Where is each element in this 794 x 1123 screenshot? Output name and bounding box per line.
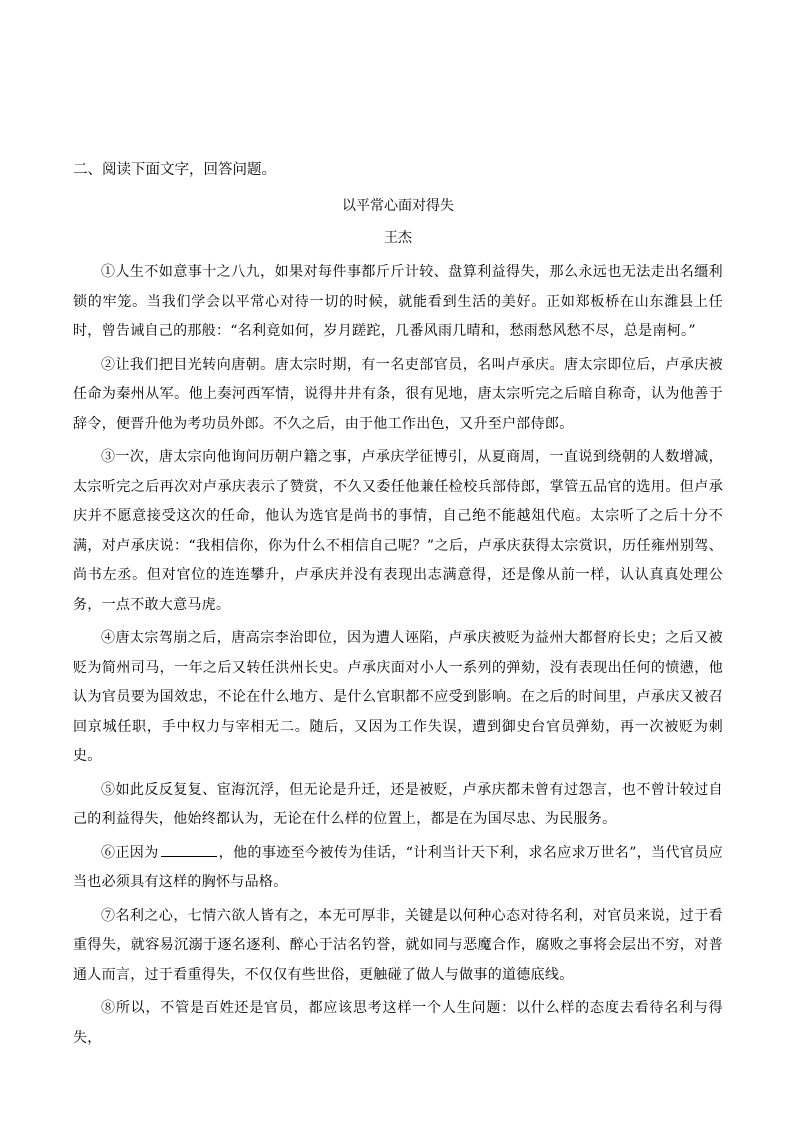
paragraph-text: 名利之心，七情六欲人皆有之，本无可厚非，关键是以何种心态对待名利，对官员来说，过于看重得失，就容易沉溺于逐名逐利、醉心于沽名钓誉，就如同与恶魔合作，腐败之事将会层出不穷，对普通人而言，过于看重得失，不仅仅有些世俗，更触碰了做人与做事的道德底线。 bbox=[73, 907, 723, 983]
paragraph-text: 如此反反复复、宦海沉浮，但无论是升迁，还是被贬，卢承庆都未曾有过怨言，也不曾计较过自己的利益得失，他始终都认为，无论在什么样的位置上，都是在为国尽忠、为民服务。 bbox=[73, 781, 723, 827]
paragraph-1 bbox=[73, 258, 723, 347]
paragraph-5 bbox=[73, 776, 723, 835]
paragraph-marker: ② bbox=[101, 356, 116, 373]
paragraph-text: 所以，不管是百姓还是官员，都应该思考这样一个人生问题：以什么样的态度去看待名利与得失， bbox=[73, 1000, 723, 1046]
paragraph-text: 一次，唐太宗向他询问历朝户籍之事，卢承庆学征博引，从夏商周，一直说到绕朝的人数增减，太宗听完之后再次对卢承庆表示了赞赏，不久又委任他兼任检校兵部侍郎，掌管五品官的选用。但卢承庆并不愿意接受这次的任命，他认为选官是尚书的事情，自己绝不能越俎代庖。太宗听了之后十分不满，对卢承庆说：“我相信你，你为什么不相信自己呢？”之后，卢承庆获得太宗赏识，历任雍州别驾、尚书左丞。但对官位的连连攀升，卢承庆并没有表现出志满意得，还是像从前一样，认认真真处理公务，一点不敢大意马虎。 bbox=[73, 449, 723, 613]
paragraph-text: 人生不如意事十之八九，如果对每件事都斤斤计较、盘算利益得失，那么永远也无法走出名缰利锁的牢笼。当我们学会以平常心对待一切的时候，就能看到生活的美好。正如郑板桥在山东潍县上任时，曾告诫自己的那般：“名利竟如何，岁月蹉跎，几番风雨几晴和，愁雨愁风愁不尽，总是南柯。” bbox=[73, 264, 723, 339]
article-title: 以平常心面对得失 bbox=[342, 198, 454, 214]
article-author: 王杰 bbox=[384, 230, 412, 246]
document-page bbox=[73, 160, 723, 1057]
paragraph-3 bbox=[73, 443, 723, 620]
paragraph-4 bbox=[73, 624, 723, 772]
paragraph-text: 唐太宗驾崩之后，唐高宗李治即位，因为遭人诬陷，卢承庆被贬为益州大都督府长史；之后又被贬为简州司马，一年之后又转任洪州长史。卢承庆面对小人一系列的弹劾，没有表现出任何的愤懑，他认为官员要为国效忠，不论在什么地方、是什么官职都不应受到影响。在之后的时间里，卢承庆又被召回京城任职，手中权力与宰相无二。随后，又因为工作失误，遭到御史台官员弹劾，再一次被贬为刺史。 bbox=[73, 630, 723, 764]
paragraph-marker: ⑦ bbox=[101, 907, 116, 924]
paragraph-marker: ⑧ bbox=[101, 1000, 116, 1016]
paragraph-text: 让我们把目光转向唐朝。唐太宗时期，有一名吏部官员，名叫卢承庆。唐太宗即位后，卢承庆被任命为秦州从军。他上奏河西军情，说得井井有条，很有见地，唐太宗听完之后暗自称奇，认为他善于辞令，便晋升他为考功员外郎。不久之后，由于他工作出色，又升至户部侍郎。 bbox=[73, 356, 723, 432]
paragraph-marker: ③ bbox=[101, 449, 116, 465]
fill-in-blank bbox=[161, 842, 217, 857]
paragraph-6 bbox=[73, 839, 723, 898]
paragraph-marker: ⑤ bbox=[101, 781, 116, 798]
paragraph-marker: ⑥ bbox=[101, 844, 116, 861]
paragraph-8 bbox=[73, 994, 723, 1053]
section-heading: 二、阅读下面文字，回答问题。 bbox=[73, 162, 276, 178]
paragraph-7 bbox=[73, 902, 723, 991]
paragraph-2 bbox=[73, 351, 723, 440]
paragraph-text-after-blank: ，他的事迹至今被传为佳话，“计利当计天下利，求名应求万世名”，当代官员应当也必须具有这样的胸怀与品格。 bbox=[73, 844, 723, 890]
paragraph-marker: ① bbox=[101, 264, 116, 280]
paragraph-marker: ④ bbox=[101, 630, 116, 646]
paragraph-text-before-blank: 正因为 bbox=[115, 844, 159, 861]
